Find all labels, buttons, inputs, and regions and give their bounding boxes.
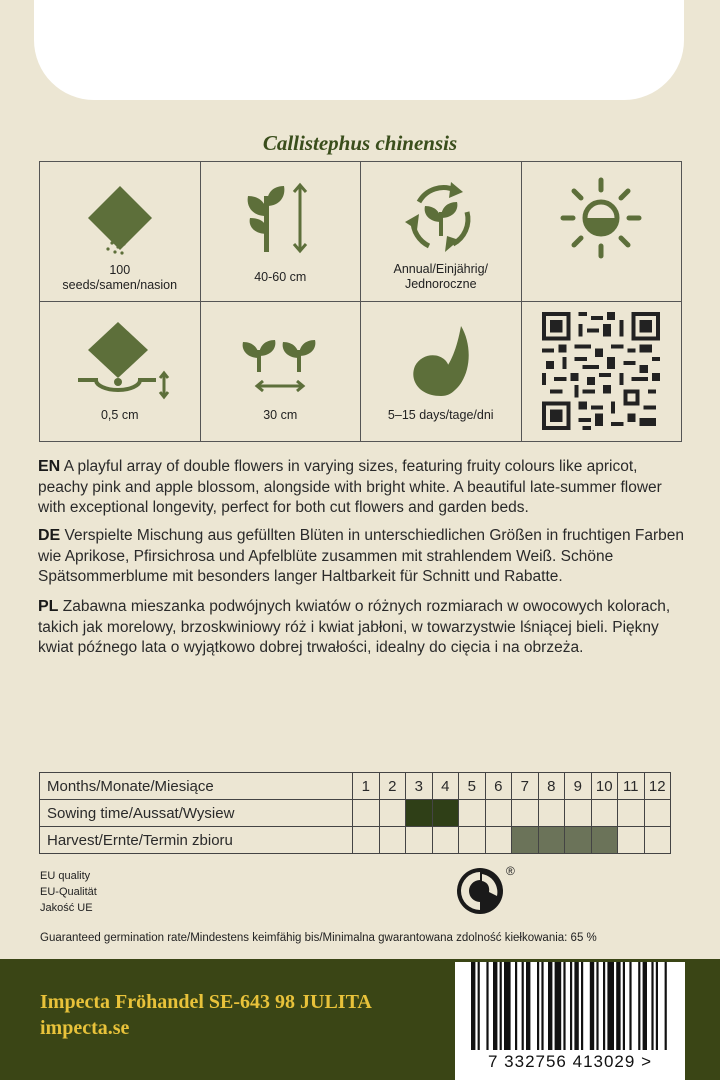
height-cell [201,162,362,302]
barcode-digits: 7 332756 413029 > [487,1052,652,1071]
annual-cell [361,162,522,302]
month-cell: 8 [538,773,565,800]
germination-rate: Guaranteed germination rate/Mindestens keimfähig bis/Minimalna gwarantowana zdolność kiełkowania: 65 % [40,932,597,944]
description-en [38,457,688,519]
month-cell: 12 [644,773,671,800]
germination-icon [401,316,481,400]
month-cell [538,800,565,827]
registered-mark: ® [506,864,515,878]
description-pl [38,597,688,659]
month-cell [432,827,459,854]
month-cell [565,800,592,827]
month-cell: 4 [432,773,459,800]
sowing-depth-cell [40,302,201,442]
sun-cell [522,162,683,302]
month-cell: 6 [485,773,512,800]
month-cell [353,827,380,854]
month-cell [512,800,539,827]
seed-count-value: 100 [109,263,131,277]
month-cell [644,800,671,827]
qr-code-icon[interactable] [542,312,660,430]
description-de-text: Verspielte Mischung aus gefüllten Blüten in unterschiedlichen Größen in fruchtigen Farben wie Aprikose, Pfirsichrosa und Apfelblüte zusammen mit strahlendem Weiß. Schöne Spätsommerblume mit besonders langer Haltbarkeit für Schnitt und Rabatte. [38,527,685,585]
month-cell: 2 [379,773,406,800]
growing-calendar [39,772,671,854]
company-address: Impecta Fröhandel SE-643 98 JULITA [40,991,372,1013]
month-cell [591,800,618,827]
quality-de: EU-Qualität [40,886,97,898]
active-month-cell [432,800,459,827]
month-cell: 9 [565,773,592,800]
annual-cycle-icon [401,176,481,256]
harvest-label: Harvest/Ernte/Termin zbioru [40,827,353,854]
seed-count-cell [40,162,201,302]
month-cell [353,800,380,827]
annual-label-line1: Annual/Einjährig/ [393,262,488,276]
annual-label [365,262,517,292]
germination-label: 5–15 days/tage/dni [387,408,494,422]
sowing-depth-icon [70,316,170,400]
spacing-cell [201,302,362,442]
description-pl-text: Zabawna mieszanka podwójnych kwiatów o różnych rozmiarach w owocowych kolorach, takich jak morelowy, brzoskwiniowy róż i kwiat jabłoni, w towarzystwie lśniącej bieli. Piękny kwiat późnego lata o wyjątkowo dobrej trwałości, idealny do cięcia i na obrzeża. [38,598,671,656]
month-cell: 11 [618,773,645,800]
month-cell [406,827,433,854]
lang-code-en: EN [38,458,61,475]
month-cell: 10 [591,773,618,800]
plant-spacing-icon [235,328,325,398]
seed-count-label [44,263,196,293]
description-de [38,526,688,588]
calendar-sowing-row [40,800,671,827]
active-month-cell [512,827,539,854]
lang-code-pl: PL [38,598,59,615]
lang-code-de: DE [38,527,61,544]
seed-packet-icon [80,180,160,260]
sun-icon [559,176,643,260]
quality-pl: Jakość UE [40,902,93,914]
description-en-text: A playful array of double flowers in varying sizes, featuring fruity colours like apricot, peachy pink and apple blossom, alongside with bright white. A beautiful late-summer flower with exceptional longevity, perfect for both cut flowers and garden beds. [38,458,662,516]
green-dot-recycle-icon [455,866,505,916]
month-cell: 1 [353,773,380,800]
sowing-depth-label: 0,5 cm [100,408,139,422]
plant-height-icon [240,176,320,256]
month-cell [379,800,406,827]
month-cell: 3 [406,773,433,800]
seed-count-unit: seeds/samen/nasion [62,278,178,292]
info-icon-grid [39,161,682,442]
company-info [40,989,372,1041]
height-label: 40-60 cm [254,270,307,284]
species-name: Callistephus chinensis [262,131,458,155]
calendar-harvest-row [40,827,671,854]
active-month-cell [406,800,433,827]
active-month-cell [591,827,618,854]
month-cell [618,827,645,854]
eu-quality [40,868,97,916]
quality-en: EU quality [40,870,91,882]
annual-label-line2: Jednoroczne [404,277,477,291]
month-cell [459,800,486,827]
packet-top-cutout [34,0,684,100]
germination-cell [361,302,522,442]
month-cell: 7 [512,773,539,800]
month-cell [379,827,406,854]
barcode [455,962,685,1080]
month-cell [485,800,512,827]
active-month-cell [538,827,565,854]
company-website[interactable]: impecta.se [40,1017,130,1039]
sowing-label: Sowing time/Aussat/Wysiew [40,800,353,827]
month-cell: 5 [459,773,486,800]
month-cell [485,827,512,854]
calendar-months-row [40,773,671,800]
month-cell [644,827,671,854]
qr-cell [522,302,683,442]
month-cell [618,800,645,827]
months-label: Months/Monate/Miesiące [40,773,353,800]
spacing-label: 30 cm [263,408,298,422]
month-cell [459,827,486,854]
active-month-cell [565,827,592,854]
